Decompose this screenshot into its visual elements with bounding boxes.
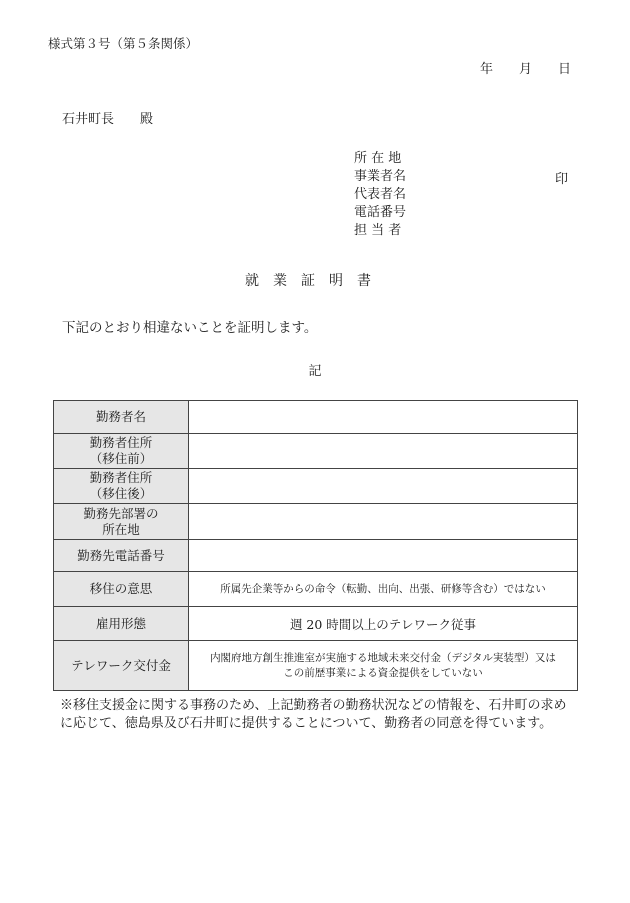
row-label-line: （移住後）: [89, 486, 153, 501]
row-label: テレワーク交付金: [54, 641, 189, 691]
relocation-intent-text: 所属先企業等からの命令（転勤、出向、出張、研修等含む）ではない: [220, 582, 546, 595]
date-day-label: 日: [558, 62, 572, 77]
contact-person-label: 担 当 者: [354, 223, 402, 238]
representative-label: 代表者名: [354, 187, 407, 202]
telework-grant-line: この前歴事業による資金提供をしていない: [283, 666, 483, 679]
table-row: [54, 572, 578, 607]
row-label-line: 勤務者住所: [89, 435, 153, 450]
table-row: [54, 504, 578, 540]
applicant-block: [354, 150, 406, 240]
document-title: 就業証明書: [245, 273, 385, 289]
form-number: 様式第３号（第５条関係）: [48, 36, 199, 51]
address-after-field[interactable]: [189, 469, 578, 504]
consent-note: ※移住支援金に関する事務のため、上記勤務者の勤務状況などの情報を、石井町の求めに応じて、徳島県及び石井町に提供することについて、勤務者の同意を得ています。: [60, 698, 567, 731]
row-label: 勤務先電話番号: [54, 540, 189, 572]
addressee-title: 石井町長: [62, 112, 115, 127]
row-label: [54, 469, 189, 504]
row-label: 移住の意思: [54, 572, 189, 607]
row-label: 勤務者名: [54, 401, 189, 434]
address-label: 所 在 地: [354, 151, 402, 166]
addressee: [62, 108, 153, 127]
intro-text: 下記のとおり相違ないことを証明します。: [62, 320, 318, 336]
table-row: [54, 607, 578, 641]
row-label: [54, 504, 189, 540]
worker-name-field[interactable]: [189, 401, 578, 434]
telework-grant-value: [189, 641, 578, 691]
address-before-field[interactable]: [189, 434, 578, 469]
addressee-honorific: 殿: [140, 112, 154, 127]
table-row: [54, 469, 578, 504]
telework-grant-line: 内閣府地方創生推進室が実施する地域未来交付金（デジタル実装型）又は: [210, 651, 556, 664]
date-month-label: 月: [519, 62, 533, 77]
seal-mark: 印: [555, 172, 569, 187]
relocation-intent-value: [189, 572, 578, 607]
business-name-label: 事業者名: [354, 169, 407, 184]
row-label-line: 所在地: [102, 521, 140, 537]
row-label-line: 勤務者住所: [89, 470, 153, 485]
row-label: 雇用形態: [54, 607, 189, 641]
row-label: [54, 434, 189, 469]
table-row: [54, 540, 578, 572]
certificate-table: [53, 400, 578, 691]
date-year-label: 年: [480, 62, 494, 77]
phone-label: 電話番号: [354, 205, 407, 220]
row-label-line: 勤務先部署の: [83, 505, 159, 521]
row-label-line: （移住前）: [89, 451, 153, 466]
employment-type-text: 週 20 時間以上のテレワーク従事: [289, 616, 477, 632]
table-row: [54, 401, 578, 434]
table-row: [54, 434, 578, 469]
workplace-phone-field[interactable]: [189, 540, 578, 572]
table-row: [54, 641, 578, 691]
workplace-address-field[interactable]: [189, 504, 578, 540]
ki-heading: 記: [308, 364, 322, 379]
employment-type-value: [189, 607, 578, 641]
